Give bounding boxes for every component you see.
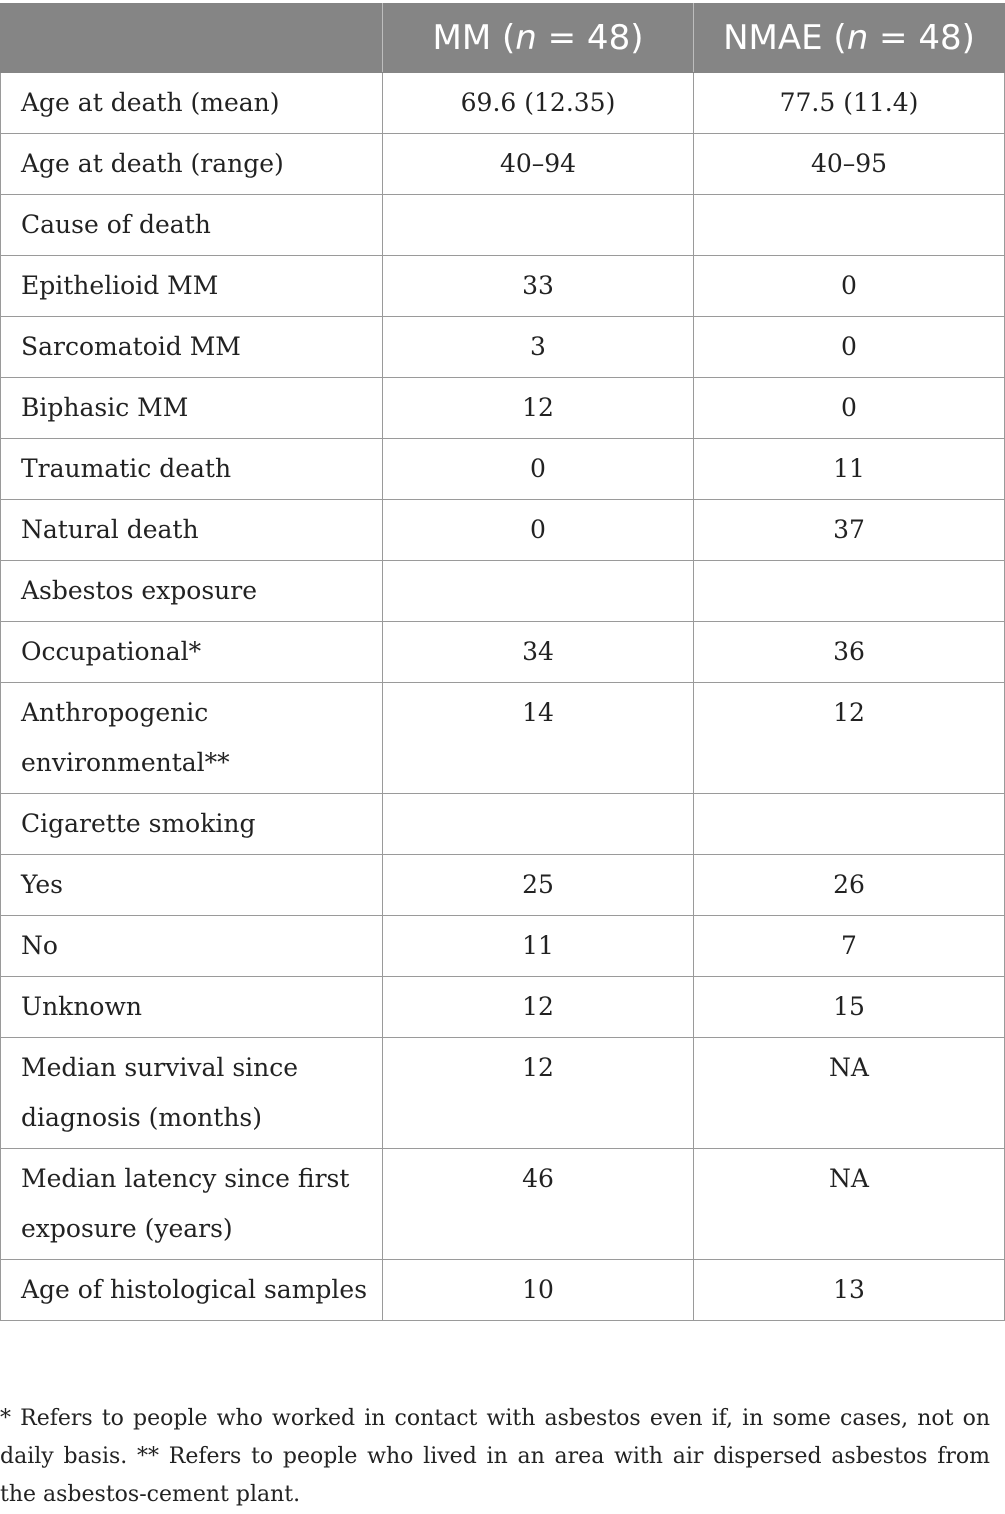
row-mm-value: 46 — [383, 1149, 694, 1260]
row-label: Age of histological samples — [1, 1260, 383, 1321]
row-mm-value: 12 — [383, 977, 694, 1038]
row-label: Median latency since first exposure (years) — [1, 1149, 383, 1260]
row-nmae-value: 37 — [694, 500, 1005, 561]
row-label: Median survival since diagnosis (months) — [1, 1038, 383, 1149]
row-mm-value: 0 — [383, 500, 694, 561]
row-label: Occupational* — [1, 622, 383, 683]
header-nmae-n: n — [846, 18, 869, 58]
row-nmae-value: 26 — [694, 855, 1005, 916]
row-nmae-value: 12 — [694, 683, 1005, 794]
row-mm-value: 0 — [383, 439, 694, 500]
row-nmae-value — [694, 195, 1005, 256]
row-nmae-value: 40–95 — [694, 134, 1005, 195]
table-row — [1, 977, 1005, 1038]
table-row — [1, 622, 1005, 683]
header-nmae — [694, 4, 1005, 73]
row-label: Unknown — [1, 977, 383, 1038]
row-label: Traumatic death — [1, 439, 383, 500]
header-empty-cell — [1, 4, 383, 73]
row-label: Age at death (mean) — [1, 73, 383, 134]
row-mm-value: 12 — [383, 1038, 694, 1149]
table-row — [1, 134, 1005, 195]
row-mm-value — [383, 561, 694, 622]
row-label: Yes — [1, 855, 383, 916]
header-mm-suffix: = 48) — [536, 18, 644, 58]
row-nmae-value: 13 — [694, 1260, 1005, 1321]
row-mm-value — [383, 794, 694, 855]
table-row — [1, 1149, 1005, 1260]
row-label: Sarcomatoid MM — [1, 317, 383, 378]
row-label: Age at death (range) — [1, 134, 383, 195]
table-row — [1, 439, 1005, 500]
table-row — [1, 1260, 1005, 1321]
table-row — [1, 855, 1005, 916]
table-footnote: * Refers to people who worked in contact with asbestos even if, in some cases, not on daily basis. ** Refers to people who lived in an area with air dispersed asbestos from the asbestos-cement plant. — [0, 1406, 990, 1507]
row-nmae-value — [694, 561, 1005, 622]
table-row — [1, 916, 1005, 977]
row-mm-value: 11 — [383, 916, 694, 977]
table-row-section — [1, 561, 1005, 622]
table-row — [1, 378, 1005, 439]
table-row-section — [1, 195, 1005, 256]
table-row — [1, 317, 1005, 378]
header-nmae-prefix: NMAE ( — [723, 18, 847, 58]
row-mm-value: 25 — [383, 855, 694, 916]
row-nmae-value: 36 — [694, 622, 1005, 683]
row-label: Anthropogenic environmental** — [1, 683, 383, 794]
row-mm-value: 14 — [383, 683, 694, 794]
row-nmae-value: NA — [694, 1149, 1005, 1260]
row-label: No — [1, 916, 383, 977]
row-nmae-value: 7 — [694, 916, 1005, 977]
row-nmae-value: 15 — [694, 977, 1005, 1038]
header-mm-n: n — [515, 18, 537, 58]
row-label: Natural death — [1, 500, 383, 561]
row-mm-value: 10 — [383, 1260, 694, 1321]
table-row — [1, 256, 1005, 317]
row-mm-value: 12 — [383, 378, 694, 439]
row-nmae-value: 0 — [694, 317, 1005, 378]
row-mm-value: 40–94 — [383, 134, 694, 195]
row-mm-value: 69.6 (12.35) — [383, 73, 694, 134]
section-label: Cause of death — [1, 195, 383, 256]
section-label: Cigarette smoking — [1, 794, 383, 855]
row-mm-value: 3 — [383, 317, 694, 378]
row-mm-value — [383, 195, 694, 256]
row-label: Biphasic MM — [1, 378, 383, 439]
row-nmae-value: NA — [694, 1038, 1005, 1149]
data-table-container — [0, 3, 1004, 1321]
row-nmae-value — [694, 794, 1005, 855]
table-header-row — [1, 4, 1005, 73]
table-row — [1, 73, 1005, 134]
row-nmae-value: 11 — [694, 439, 1005, 500]
table-row-section — [1, 794, 1005, 855]
header-nmae-suffix: = 48) — [868, 18, 975, 58]
section-label: Asbestos exposure — [1, 561, 383, 622]
row-nmae-value: 77.5 (11.4) — [694, 73, 1005, 134]
header-mm — [383, 4, 694, 73]
row-label: Epithelioid MM — [1, 256, 383, 317]
header-mm-prefix: MM ( — [432, 18, 516, 58]
row-mm-value: 34 — [383, 622, 694, 683]
table-row — [1, 500, 1005, 561]
row-mm-value: 33 — [383, 256, 694, 317]
table-row — [1, 1038, 1005, 1149]
table-row — [1, 683, 1005, 794]
row-nmae-value: 0 — [694, 378, 1005, 439]
characteristics-table — [0, 3, 1005, 1321]
row-nmae-value: 0 — [694, 256, 1005, 317]
